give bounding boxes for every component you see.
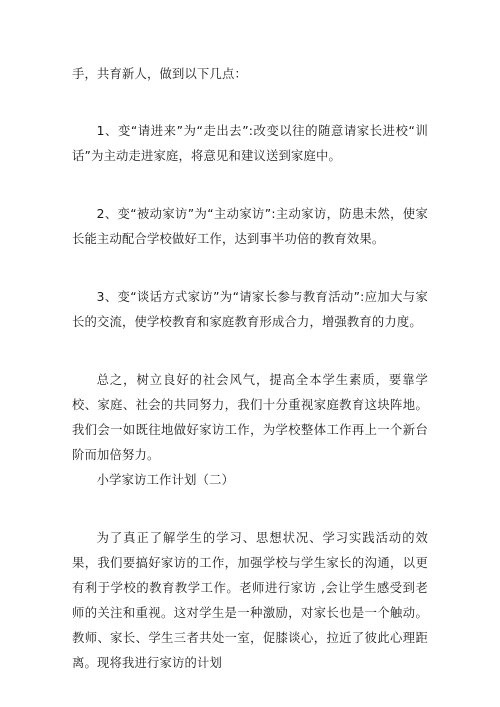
section-heading: 小学家访工作计划（二）	[96, 473, 235, 487]
paragraph-summary: 总之，树立良好的社会风气，提高全本学生素质，要靠学校、家庭、社会的共同努力，我们十分重视家庭教育这块阵地。我们会一如既往地做好家访工作，为学校整体工作再上一个新台阶而加倍努力。	[72, 373, 428, 462]
paragraph-point-3: 3、变“谈话方式家访”为“请家长参与教育活动”:应加大与家长的交流，使学校教育和家庭教育形成合力，增强教育的力度。	[72, 290, 428, 329]
paragraph-point-1: 1、变“请进来”为“走出去”:改变以往的随意请家长进校“训话”为主动走进家庭，将意见和建议送到家庭中。	[72, 124, 428, 163]
paragraph-point-2: 2、变“被动家访”为“主动家访”:主动家访，防患未然，使家长能主动配合学校做好工作，达到事半功倍的教育效果。	[72, 207, 428, 246]
paragraph-plan-intro: 为了真正了解学生的学习、思想状况、学习实践活动的效果，我们要搞好家访的工作，加强学校与学生家长的沟通，以更有利于学校的教育教学工作。老师进行家访 ,会让学生感受到老师的关注和重视。这对学生是一种激励，对家长也是一个触动。教师、家长、学生三者共处一室，促膝谈心，拉近了彼此心理距离。现将我进行家访的计划	[72, 531, 428, 670]
paragraph-intro: 手，共育新人，做到以下几点：	[72, 67, 247, 81]
